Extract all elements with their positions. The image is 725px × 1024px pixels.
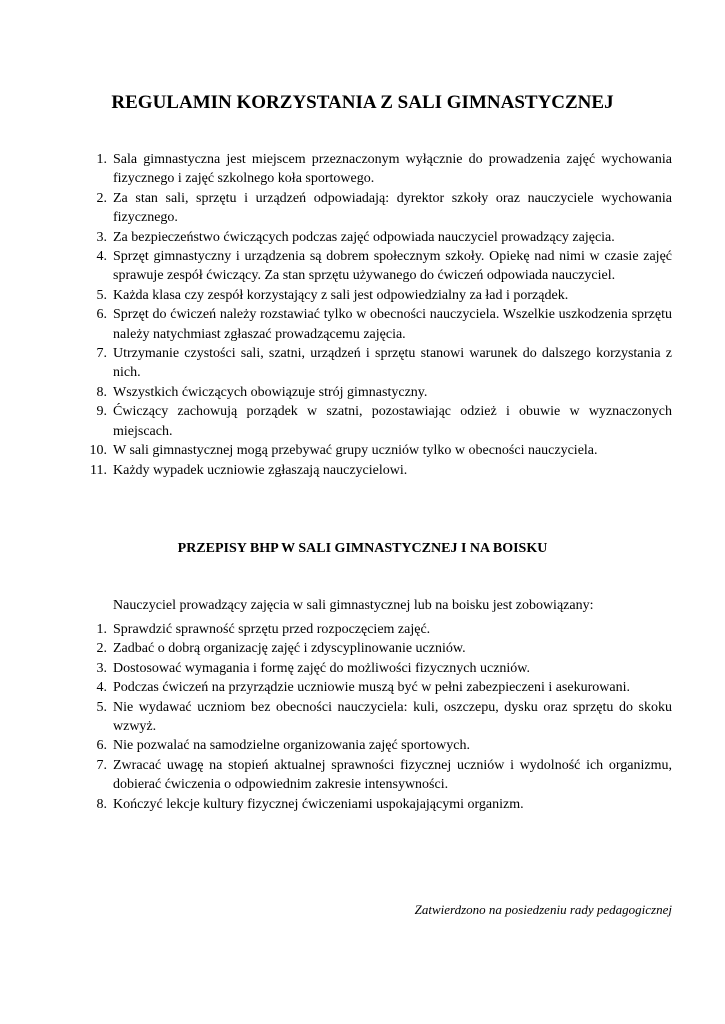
item-number: 6. — [96, 307, 107, 323]
item-number: 3. — [96, 660, 107, 676]
list-item — [0, 383, 725, 402]
item-number: 6. — [96, 738, 107, 754]
item-text: Nie pozwalać na samodzielne organizowania zajęć sportowych. — [113, 738, 470, 754]
item-text: Kończyć lekcje kultury fizycznej ćwiczeniami uspokajającymi organizm. — [113, 796, 524, 812]
list-item — [0, 286, 725, 305]
item-number: 3. — [96, 229, 107, 245]
item-text: Zadbać o dobrą organizację zajęć i zdyscyplinowanie uczniów. — [113, 641, 466, 657]
bhp-intro: Nauczyciel prowadzący zajęcia w sali gimnastycznej lub na boisku jest zobowiązany: — [113, 598, 594, 613]
item-text: Podczas ćwiczeń na przyrządzie uczniowie muszą być w pełni zabezpieczeni i asekurowani. — [113, 680, 630, 696]
list-item — [0, 150, 725, 189]
list-item — [0, 756, 725, 795]
list-item — [0, 698, 725, 737]
list-item — [0, 639, 725, 658]
item-text: Sprawdzić sprawność sprzętu przed rozpoczęciem zajęć. — [113, 622, 431, 637]
list-item — [0, 795, 725, 814]
list-item — [0, 344, 725, 383]
list-item — [0, 247, 725, 286]
item-number: 1. — [96, 622, 107, 637]
item-number: 10. — [89, 443, 107, 459]
item-number: 7. — [96, 757, 107, 773]
item-text: Utrzymanie czystości sali, szatni, urządzeń i sprzętu stanowi warunek do dalszego korzystania z nich. — [113, 346, 672, 381]
item-number: 1. — [96, 152, 107, 167]
item-text: Zwracać uwagę na stopień aktualnej sprawności fizycznej uczniów i wydolność ich organizmu, dobierać ćwiczenia o odpowiednim zakresie intensywności. — [113, 757, 672, 793]
list-item — [0, 189, 725, 228]
item-number: 9. — [96, 404, 107, 420]
rules-list — [0, 150, 725, 480]
item-text: Każdy wypadek uczniowie zgłaszają nauczycielowi. — [113, 462, 408, 478]
list-item — [0, 441, 725, 460]
item-number: 2. — [96, 641, 107, 657]
item-text: Dostosować wymagania i formę zajęć do możliwości fizycznych uczniów. — [113, 660, 530, 676]
item-text: Nie wydawać uczniom bez obecności nauczyciela: kuli, oszczepu, dysku oraz sprzętu do skoku wzwyż. — [113, 699, 672, 735]
item-number: 8. — [96, 384, 107, 400]
list-item — [0, 228, 725, 247]
item-number: 2. — [96, 190, 107, 206]
bhp-rules-list — [0, 620, 725, 814]
item-number: 11. — [90, 462, 107, 478]
list-item — [0, 659, 725, 678]
item-number: 8. — [96, 796, 107, 812]
item-text: Wszystkich ćwiczących obowiązuje strój gimnastyczny. — [113, 384, 428, 400]
item-number: 4. — [96, 249, 107, 265]
item-number: 5. — [96, 699, 107, 715]
item-text: Ćwiczący zachowują porządek w szatni, pozostawiając odzież i obuwie w wyznaczonych miejscach. — [113, 404, 672, 439]
item-number: 5. — [96, 287, 107, 303]
item-text: Za bezpieczeństwo ćwiczących podczas zajęć odpowiada nauczyciel prowadzący zajęcia. — [113, 229, 615, 245]
list-item — [0, 461, 725, 480]
list-item — [0, 402, 725, 441]
item-text: W sali gimnastycznej mogą przebywać grupy uczniów tylko w obecności nauczyciela. — [113, 443, 598, 459]
item-text: Sprzęt do ćwiczeń należy rozstawiać tylko w obecności nauczyciela. Wszelkie uszkodzenia sprzętu należy natychmiast zgłaszać prowadzącemu zajęcia. — [113, 307, 672, 342]
list-item — [0, 620, 725, 639]
item-number: 7. — [96, 346, 107, 362]
list-item — [0, 305, 725, 344]
approval-note: Zatwierdzono na posiedzeniu rady pedagogicznej — [414, 902, 672, 917]
list-item — [0, 736, 725, 755]
document-title: REGULAMIN KORZYSTANIA Z SALI GIMNASTYCZNEJ — [111, 92, 614, 113]
item-text: Za stan sali, sprzętu i urządzeń odpowiadają: dyrektor szkoły oraz nauczyciele wychowania fizycznego. — [113, 190, 672, 226]
item-text: Każda klasa czy zespół korzystający z sali jest odpowiedzialny za ład i porządek. — [113, 287, 569, 303]
item-text: Sala gimnastyczna jest miejscem przeznaczonym wyłącznie do prowadzenia zajęć wychowania fizycznego i zajęć szkolnego koła sportowego. — [113, 152, 672, 187]
bhp-section-title: PRZEPISY BHP W SALI GIMNASTYCZNEJ I NA BOISKU — [177, 541, 548, 556]
item-number: 4. — [96, 680, 107, 696]
item-text: Sprzęt gimnastyczny i urządzenia są dobrem społecznym szkoły. Opiekę nad nimi w czasie zajęć sprawuje zespół ćwiczący. Za stan sprzętu używanego do ćwiczeń odpowiada nauczyciel. — [113, 249, 672, 284]
list-item — [0, 678, 725, 697]
